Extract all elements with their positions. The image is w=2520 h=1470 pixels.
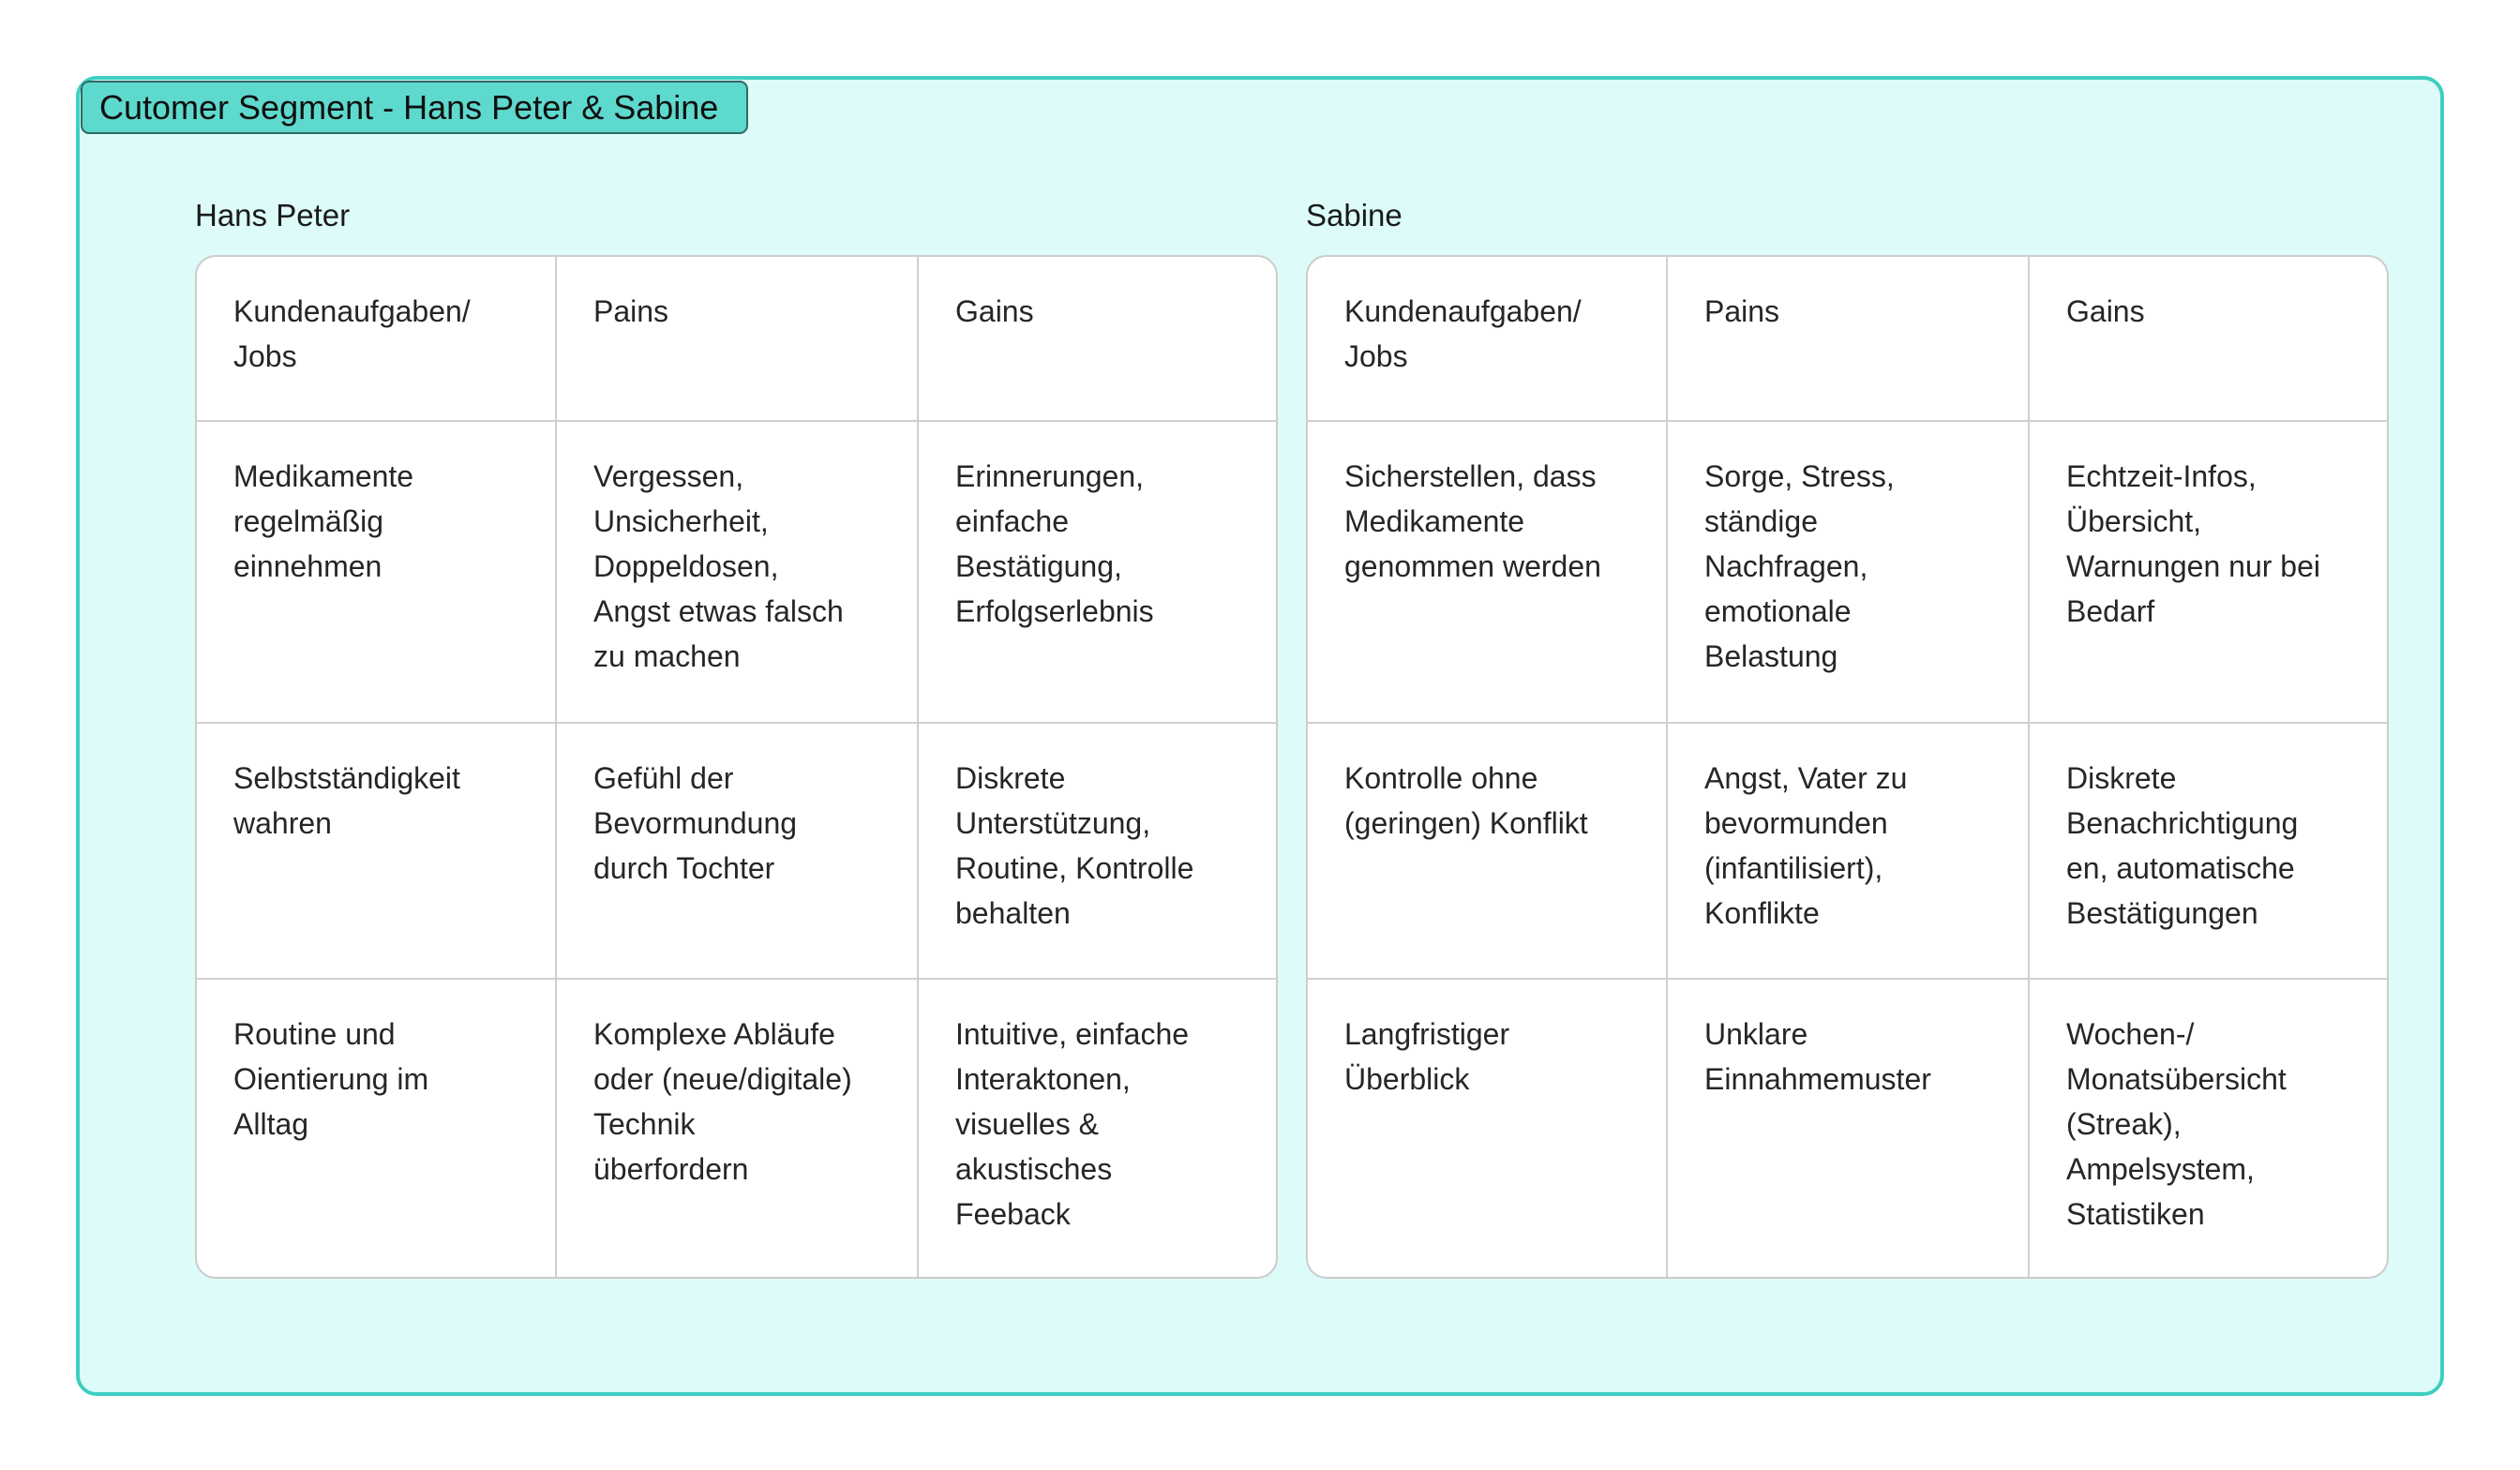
cell-text: Komplexe Abläufe oder (neue/digitale) Technik überfordern: [593, 1017, 852, 1186]
segment-label-sabine: Sabine: [1306, 198, 1402, 232]
cell-text: Intuitive, einfache Interaktonen, visuelles & akustisches Feeback: [955, 1017, 1190, 1231]
table-cell[interactable]: [557, 422, 919, 724]
table-sabine[interactable]: [1306, 255, 2389, 1279]
table-cell[interactable]: [1308, 422, 1668, 724]
segment-label-hans-peter: Hans Peter: [195, 198, 351, 232]
table-cell[interactable]: [2030, 422, 2387, 724]
header-cell-jobs[interactable]: [1308, 257, 1668, 422]
table-cell[interactable]: [919, 724, 1276, 980]
header-cell-gains[interactable]: [2030, 257, 2387, 422]
table-cell[interactable]: [1668, 724, 2030, 980]
header-cell-pains[interactable]: [557, 257, 919, 422]
cell-text: Sorge, Stress, ständige Nachfragen, emotionale Belastung: [1704, 459, 1895, 673]
table-cell[interactable]: [1308, 724, 1668, 980]
header-cell-pains[interactable]: [1668, 257, 2030, 422]
cell-text: Sicherstellen, dass Medikamente genommen werden: [1344, 459, 1601, 583]
cell-text: Echtzeit-Infos, Übersicht, Warnungen nur bei Bedarf: [2066, 459, 2320, 628]
cell-text: Gains: [2066, 294, 2145, 328]
cell-text: Gefühl der Bevormundung durch Tochter: [593, 761, 798, 885]
cell-text: Routine und Oientierung im Alltag: [233, 1017, 429, 1141]
table-cell[interactable]: [1308, 980, 1668, 1277]
table-cell[interactable]: [197, 980, 557, 1277]
cell-text: Pains: [593, 294, 669, 328]
cell-text: Unklare Einnahmemuster: [1704, 1017, 1931, 1096]
table-cell[interactable]: [1668, 422, 2030, 724]
table-cell[interactable]: [919, 422, 1276, 724]
frame-title[interactable]: Cutomer Segment - Hans Peter & Sabine: [81, 81, 748, 134]
cell-text: Angst, Vater zu bevormunden (infantilisiert), Konflikte: [1704, 761, 1908, 930]
cell-text: Vergessen, Unsicherheit, Doppeldosen, Angst etwas falsch zu machen: [593, 459, 844, 673]
cell-text: Gains: [955, 294, 1034, 328]
table-cell[interactable]: [1668, 980, 2030, 1277]
header-cell-gains[interactable]: [919, 257, 1276, 422]
table-cell[interactable]: [2030, 980, 2387, 1277]
header-cell-jobs[interactable]: [197, 257, 557, 422]
cell-text: Kundenaufgaben/ Jobs: [1344, 294, 1582, 373]
cell-text: Langfristiger Überblick: [1344, 1017, 1510, 1096]
cell-text: Diskrete Unterstützung, Routine, Kontrolle behalten: [955, 761, 1194, 930]
cell-text: Kundenaufgaben/ Jobs: [233, 294, 471, 373]
table-cell[interactable]: [557, 980, 919, 1277]
table-cell[interactable]: [2030, 724, 2387, 980]
table-hans-peter[interactable]: [195, 255, 1278, 1279]
cell-text: Pains: [1704, 294, 1780, 328]
table-cell[interactable]: [197, 422, 557, 724]
cell-text: Kontrolle ohne (geringen) Konflikt: [1344, 761, 1588, 840]
cell-text: Medikamente regelmäßig einnehmen: [233, 459, 414, 583]
table-cell[interactable]: [557, 724, 919, 980]
cell-text: Diskrete Benachrichtigung en, automatische Bestätigungen: [2066, 761, 2299, 930]
table-cell[interactable]: [919, 980, 1276, 1277]
cell-text: Selbstständigkeit wahren: [233, 761, 460, 840]
table-cell[interactable]: [197, 724, 557, 980]
cell-text: Wochen-/ Monatsübersicht (Streak), Ampelsystem, Statistiken: [2066, 1017, 2287, 1231]
cell-text: Erinnerungen, einfache Bestätigung, Erfolgserlebnis: [955, 459, 1154, 628]
